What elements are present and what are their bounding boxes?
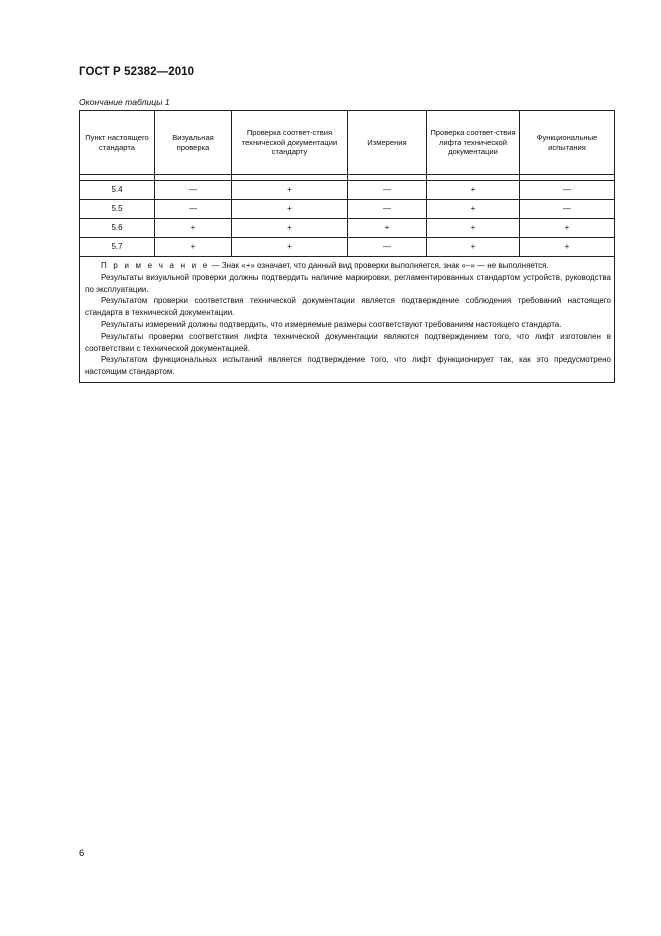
column-header-visual-check: Визуальная проверка — [155, 111, 232, 175]
document-header: ГОСТ Р 52382—2010 — [79, 66, 195, 78]
table-row — [80, 200, 615, 219]
table-cell: + — [155, 238, 232, 257]
note-label: П р и м е ч а н и е — [101, 261, 210, 270]
verification-table — [79, 110, 615, 383]
table-cell: — — [155, 200, 232, 219]
table-cell: + — [427, 238, 520, 257]
note-text: — Знак «+» означает, что данный вид проверки выполняется, знак «–» — не выполняется. — [209, 261, 549, 270]
table-cell: + — [232, 181, 348, 200]
table-cell: 5.4 — [80, 181, 155, 200]
note-line — [85, 260, 611, 272]
table-cell: + — [232, 200, 348, 219]
table-cell: + — [427, 200, 520, 219]
table-row — [80, 238, 615, 257]
column-header-lift-compliance: Проверка соответ-ствия лифта технической документации — [427, 111, 520, 175]
table-cell: 5.6 — [80, 219, 155, 238]
table-cell: + — [232, 238, 348, 257]
column-header-functional-tests: Функциональные испытания — [520, 111, 615, 175]
table-cell: + — [155, 219, 232, 238]
table-cell: — — [520, 181, 615, 200]
note-paragraph: Результатом функциональных испытаний является подтверждение того, что лифт функционирует так, как это предусмотрено настоящим стандартом. — [85, 355, 611, 377]
note-paragraph: Результаты проверки соответствия лифта технической документации являются подтверждением того, что лифт изготовлен в соответствии с технической документацией. — [85, 331, 611, 353]
page-number: 6 — [79, 848, 85, 859]
column-header-measurements: Измерения — [348, 111, 427, 175]
table-header-row — [80, 111, 615, 175]
table-cell: + — [520, 238, 615, 257]
note-paragraph: Результаты визуальной проверки должны подтвердить наличие маркировки, регламентированных стандартом устройств, руководства по эксплуатации. — [85, 272, 611, 294]
table-cell: + — [520, 219, 615, 238]
table-cell: — — [348, 238, 427, 257]
table-note — [80, 257, 615, 383]
table-cell: 5.5 — [80, 200, 155, 219]
table-row — [80, 181, 615, 200]
table-caption: Окончание таблицы 1 — [79, 97, 170, 107]
table-row — [80, 219, 615, 238]
table-cell: + — [427, 219, 520, 238]
table-cell: — — [155, 181, 232, 200]
table-cell: — — [348, 200, 427, 219]
note-paragraph: Результатом проверки соответствия технической документации является подтверждение соблюдения требований настоящего стандарта в технической документации. — [85, 296, 611, 318]
table-cell: — — [348, 181, 427, 200]
table-cell: + — [427, 181, 520, 200]
table-cell: + — [348, 219, 427, 238]
column-header-docs-compliance: Проверка соответ-ствия технической документации стандарту — [232, 111, 348, 175]
table-cell: 5.7 — [80, 238, 155, 257]
table-cell: — — [520, 200, 615, 219]
column-header-clause: Пункт настоящего стандарта — [80, 111, 155, 175]
table-cell: + — [232, 219, 348, 238]
table-note-row — [80, 257, 615, 383]
note-paragraph: Результаты измерений должны подтвердить, что измеряемые размеры соответствуют требованиям настоящего стандарта. — [101, 319, 562, 329]
